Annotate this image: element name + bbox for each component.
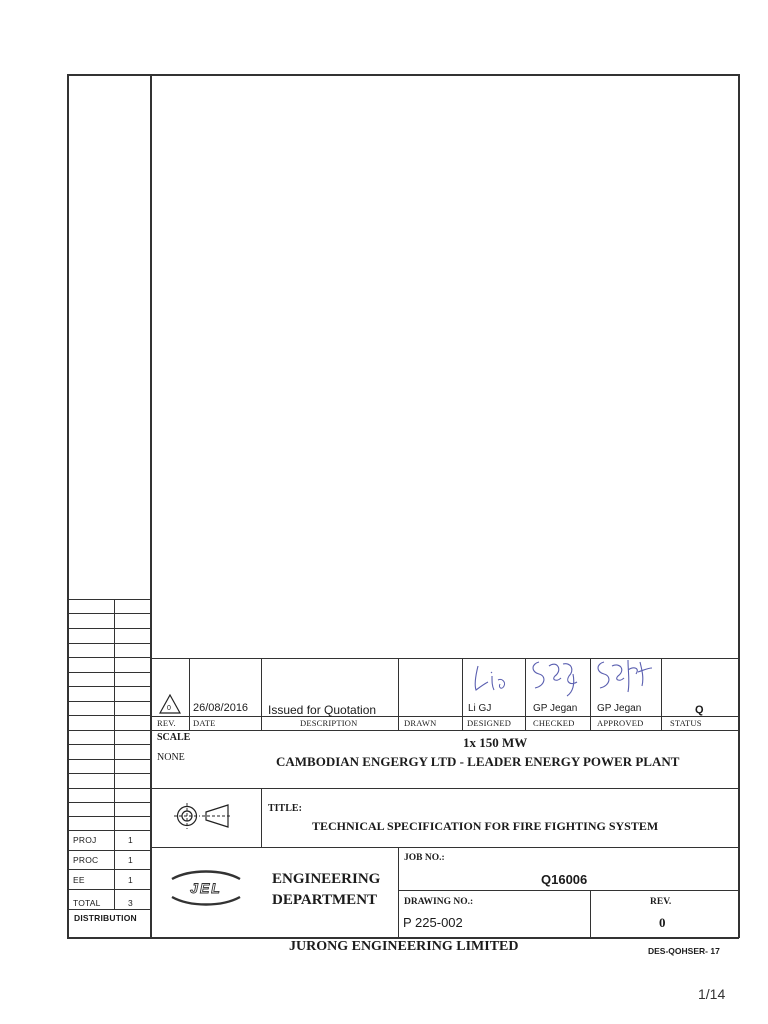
header-date: DATE	[193, 718, 216, 728]
job-no-label: JOB NO.:	[404, 853, 445, 863]
company-name: JURONG ENGINEERING LIMITED	[289, 939, 519, 954]
dist-code-proc: PROC	[73, 855, 99, 865]
department-line1: ENGINEERING	[272, 871, 381, 887]
revision-designed: Li GJ	[468, 703, 492, 714]
project-name: CAMBODIAN ENGERGY LTD - LEADER ENERGY POWER PLANT	[276, 754, 680, 769]
revision-approved: GP Jegan	[597, 703, 642, 714]
dist-qty-proj: 1	[128, 835, 133, 845]
dist-code-proj: PROJ	[73, 835, 97, 845]
scale-value: NONE	[157, 752, 185, 763]
dist-code-ee: EE	[73, 875, 85, 885]
distribution-label: DISTRIBUTION	[74, 913, 137, 923]
title-value: TECHNICAL SPECIFICATION FOR FIRE FIGHTING SYSTEM	[312, 819, 659, 833]
revision-description: Issued for Quotation	[268, 703, 377, 717]
form-code: DES-QOHSER- 17	[648, 946, 720, 956]
approved-signature-icon	[592, 656, 658, 700]
header-status: STATUS	[670, 718, 702, 728]
dist-qty-total: 3	[128, 898, 133, 908]
checked-signature-icon	[527, 656, 589, 700]
drawing-no-label: DRAWING NO.:	[404, 897, 474, 907]
header-designed: DESIGNED	[467, 718, 512, 728]
header-rev: REV.	[157, 718, 176, 728]
header-drawn: DRAWN	[404, 718, 437, 728]
rev-label: REV.	[650, 897, 672, 907]
revision-status: Q	[695, 704, 704, 716]
page-number: 1/14	[698, 986, 726, 1002]
header-checked: CHECKED	[533, 718, 575, 728]
dist-qty-ee: 1	[128, 875, 133, 885]
rev-value: 0	[659, 915, 666, 930]
dist-code-total: TOTAL	[73, 898, 101, 908]
jel-logo-text: JEL	[190, 880, 222, 896]
project-capacity: 1x 150 MW	[463, 735, 528, 750]
header-description: DESCRIPTION	[300, 718, 358, 728]
revision-date: 26/08/2016	[193, 702, 249, 714]
revision-rev: 0	[167, 705, 171, 712]
scale-label: SCALE	[157, 732, 191, 743]
header-approved: APPROVED	[597, 718, 644, 728]
designed-signature-icon	[470, 660, 520, 696]
jel-logo-icon	[166, 867, 246, 909]
revision-checked: GP Jegan	[533, 703, 578, 714]
department-line2: DEPARTMENT	[272, 892, 378, 908]
job-no-value: Q16006	[541, 872, 588, 887]
drawing-no-value: P 225-002	[403, 915, 463, 930]
projection-symbol-icon	[172, 801, 234, 831]
dist-qty-proc: 1	[128, 855, 133, 865]
title-label: TITLE:	[268, 803, 302, 814]
